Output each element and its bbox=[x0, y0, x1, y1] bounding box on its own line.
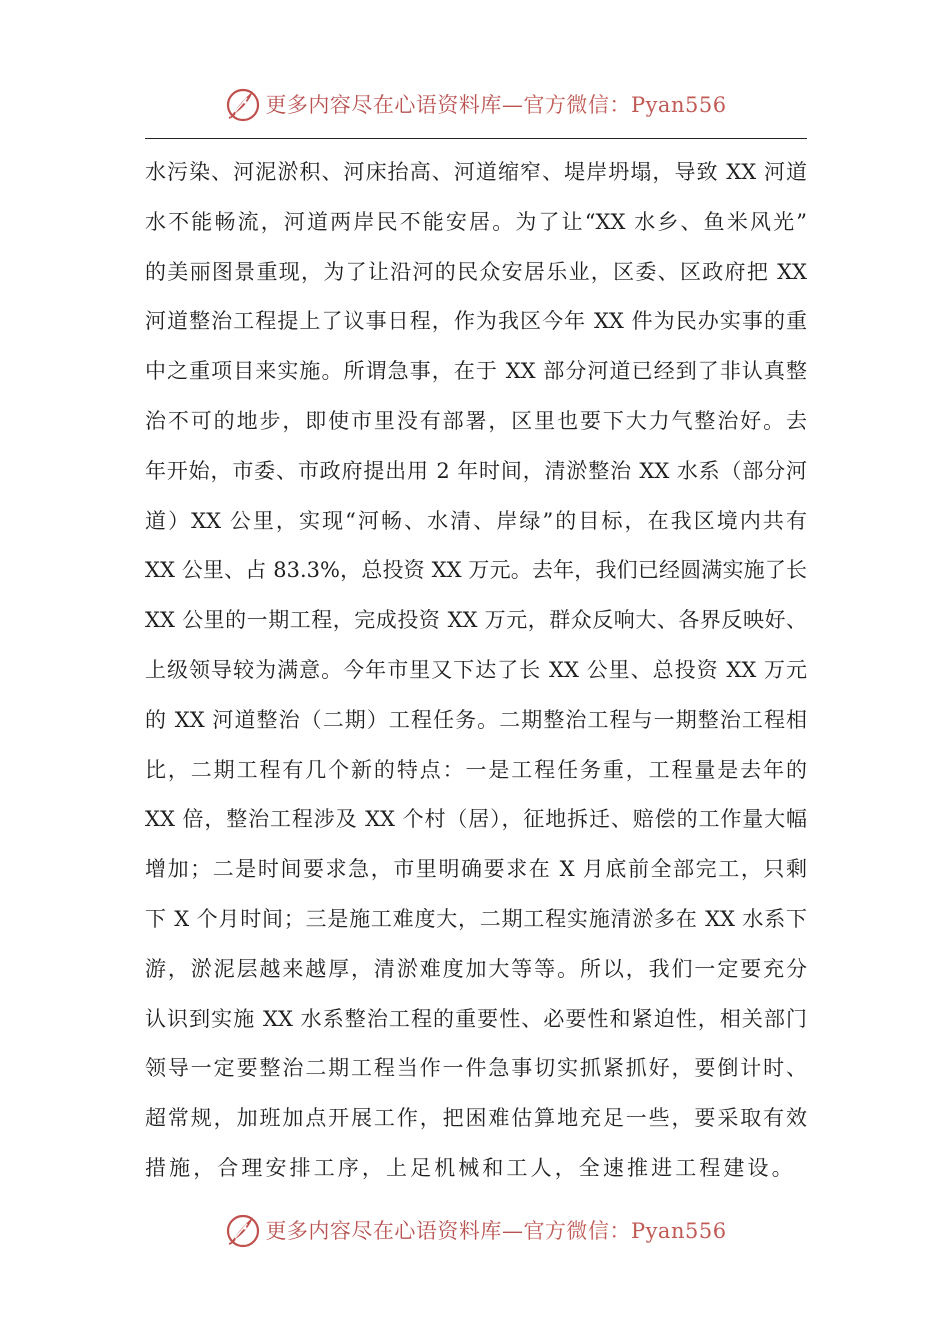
body-line: 治不可的地步，即使市里没有部署，区里也要下大力气整治好。去 bbox=[145, 408, 807, 433]
body-line: 中之重项目来实施。所谓急事，在于 XX 部分河道已经到了非认真整 bbox=[145, 359, 807, 384]
body-line: 年开始，市委、市政府提出用 2 年时间，清淤整治 XX 水系（部分河 bbox=[145, 458, 807, 483]
footer-wechat-id: Pyan556 bbox=[630, 1219, 727, 1243]
body-line: 上级领导较为满意。今年市里又下达了长 XX 公里、总投资 XX 万元 bbox=[145, 657, 807, 682]
header-wechat-label: 官方微信： bbox=[523, 93, 631, 117]
body-line-last: 措施，合理安排工序，上足机械和工人，全速推进工程建设。 bbox=[145, 1155, 796, 1180]
header-divider bbox=[145, 138, 807, 139]
header-brand-text bbox=[265, 89, 726, 119]
footer-brand: 更多内容尽在心语资料库 bbox=[265, 1219, 502, 1243]
body-line: XX 倍，整治工程涉及 XX 个村（居），征地拆迁、赔偿的工作量大幅 bbox=[145, 807, 807, 832]
body-line: 水不能畅流，河道两岸民不能安居。为了让“XX 水乡、鱼米风光” bbox=[145, 209, 807, 234]
footer-banner bbox=[0, 1208, 950, 1252]
header-wechat-id: Pyan556 bbox=[630, 93, 727, 117]
header-banner bbox=[0, 82, 950, 126]
header-separator: — bbox=[501, 93, 524, 117]
pen-nib-logo-icon bbox=[223, 84, 263, 124]
body-line: 的 XX 河道整治（二期）工程任务。二期整治工程与一期整治工程相 bbox=[145, 707, 807, 732]
body-line: 河道整治工程提上了议事日程，作为我区今年 XX 件为民办实事的重 bbox=[145, 309, 807, 334]
body-line: 道）XX 公里，实现“河畅、水清、岸绿”的目标，在我区境内共有 bbox=[145, 508, 807, 533]
footer-wechat-label: 官方微信： bbox=[523, 1219, 631, 1243]
footer-separator: — bbox=[501, 1219, 524, 1243]
document-body bbox=[145, 148, 807, 1194]
body-line: XX 公里的一期工程，完成投资 XX 万元，群众反响大、各界反映好、 bbox=[145, 608, 807, 633]
body-line: 增加；二是时间要求急，市里明确要求在 X 月底前全部完工，只剩 bbox=[145, 857, 807, 882]
body-line: 比，二期工程有几个新的特点：一是工程任务重，工程量是去年的 bbox=[145, 757, 807, 782]
body-line: 水污染、河泥淤积、河床抬高、河道缩窄、堤岸坍塌，导致 XX 河道 bbox=[145, 160, 807, 184]
header-brand: 更多内容尽在心语资料库 bbox=[265, 93, 502, 117]
footer-brand-text bbox=[265, 1215, 726, 1245]
pen-nib-logo-icon bbox=[223, 1210, 263, 1250]
body-line: 超常规，加班加点开展工作，把困难估算地充足一些，要采取有效 bbox=[145, 1106, 807, 1131]
body-line: 认识到实施 XX 水系整治工程的重要性、必要性和紧迫性，相关部门 bbox=[145, 1006, 807, 1031]
body-line: 的美丽图景重现，为了让沿河的民众安居乐业，区委、区政府把 XX bbox=[145, 259, 807, 284]
body-line: 游，淤泥层越来越厚，清淤难度加大等等。所以，我们一定要充分 bbox=[145, 956, 807, 981]
body-line: XX 公里、占 83.3%，总投资 XX 万元。去年，我们已经圆满实施了长 bbox=[145, 558, 807, 583]
body-line: 领导一定要整治二期工程当作一件急事切实抓紧抓好，要倒计时、 bbox=[145, 1056, 807, 1081]
body-line: 下 X 个月时间；三是施工难度大，二期工程实施清淤多在 XX 水系下 bbox=[145, 906, 807, 931]
